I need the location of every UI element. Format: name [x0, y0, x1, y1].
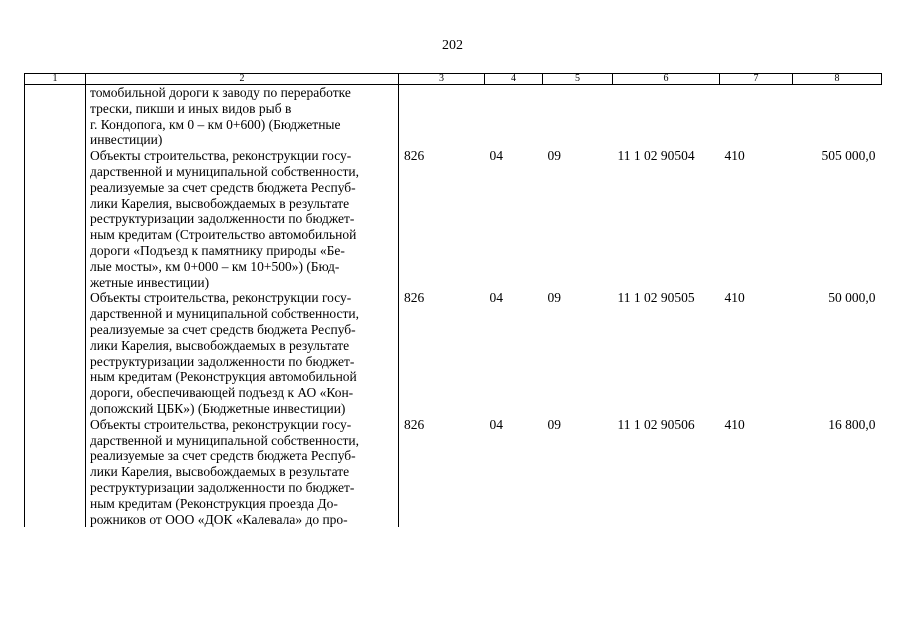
- description-line: трески, пикши и иных видов рыб в: [90, 100, 292, 116]
- description-line: дарственной и муниципальной собственности,: [90, 306, 359, 322]
- budget-table: [24, 73, 882, 527]
- cell-amount: 16 800,0: [828, 416, 876, 432]
- cell-row-index: [25, 290, 86, 416]
- description-line: ным кредитам (Реконструкция автомобильной: [90, 369, 357, 385]
- description-line: лые мосты», км 0+000 – км 10+500») (Бюд-: [90, 258, 340, 274]
- cell-amount: 505 000,0: [821, 148, 876, 164]
- header-col-2: 2: [86, 74, 399, 85]
- header-col-4: 4: [485, 74, 543, 85]
- table-row: [25, 85, 882, 149]
- description-line: жетные инвестиции): [90, 274, 210, 290]
- cell-description: [86, 290, 399, 416]
- cell-section-code: 04: [489, 148, 503, 164]
- header-col-5: 5: [543, 74, 613, 85]
- description-line: реализуемые за счет средств бюджета Респуб-: [90, 448, 356, 464]
- header-col-7: 7: [720, 74, 793, 85]
- cell-expense-type: 410: [724, 416, 745, 432]
- cell-expense-type: 410: [724, 290, 745, 306]
- cell-row-index: [25, 85, 86, 149]
- cell-amount: 50 000,0: [828, 290, 876, 306]
- cell-description: [86, 148, 399, 290]
- description-line: Объекты строительства, реконструкции госу-: [90, 290, 352, 306]
- description-line: рожников от ООО «ДОК «Калевала» до про-: [90, 511, 348, 527]
- description-line: г. Кондопога, км 0 – км 0+600) (Бюджетные: [90, 116, 341, 132]
- description-line: реструктуризации задолженности по бюджет-: [90, 353, 355, 369]
- cell-section-code: [485, 85, 543, 149]
- cell-subsection-code: 09: [547, 148, 561, 164]
- cell-subsection-code: 09: [547, 290, 561, 306]
- cell-subsection-code: [543, 85, 613, 149]
- description-line: дарственной и муниципальной собственности,: [90, 163, 359, 179]
- table-row: [25, 417, 882, 528]
- description-line: дороги, обеспечивающей подъезд к АО «Кон-: [90, 385, 354, 401]
- cell-expense-type: [720, 85, 793, 149]
- cell-description: [86, 417, 399, 528]
- header-col-8: 8: [793, 74, 882, 85]
- cell-target-article: [613, 85, 720, 149]
- cell-ministry-code: 826: [404, 416, 425, 432]
- description-line: допожский ЦБК») (Бюджетные инвестиции): [90, 400, 346, 416]
- table-row: [25, 148, 882, 290]
- description-line: реализуемые за счет средств бюджета Респуб-: [90, 179, 356, 195]
- cell-section-code: 04: [489, 290, 503, 306]
- cell-row-index: [25, 148, 86, 290]
- cell-section-code: 04: [489, 416, 503, 432]
- description-line: томобильной дороги к заводу по переработке: [90, 85, 351, 100]
- description-line: дарственной и муниципальной собственности,: [90, 432, 359, 448]
- description-line: лики Карелия, высвобождаемых в результате: [90, 337, 350, 353]
- cell-target-article: 11 1 02 90505: [617, 290, 695, 306]
- header-row: [25, 74, 882, 85]
- description-line: ным кредитам (Реконструкция проезда До-: [90, 495, 338, 511]
- description-line: инвестиции): [90, 132, 163, 148]
- description-line: Объекты строительства, реконструкции госу-: [90, 416, 352, 432]
- description-line: ным кредитам (Строительство автомобильной: [90, 227, 357, 243]
- table-header: [25, 74, 882, 85]
- description-line: дороги «Подъезд к памятнику природы «Бе-: [90, 242, 345, 258]
- cell-description: [86, 85, 399, 149]
- description-line: лики Карелия, высвобождаемых в результате: [90, 464, 350, 480]
- cell-ministry-code: [399, 85, 485, 149]
- description-line: реализуемые за счет средств бюджета Респуб-: [90, 321, 356, 337]
- cell-target-article: 11 1 02 90506: [617, 416, 695, 432]
- description-line: Объекты строительства, реконструкции госу-: [90, 148, 352, 164]
- cell-ministry-code: 826: [404, 290, 425, 306]
- header-col-1: 1: [25, 74, 86, 85]
- cell-target-article: 11 1 02 90504: [617, 148, 695, 164]
- table-row: [25, 290, 882, 416]
- header-col-6: 6: [613, 74, 720, 85]
- cell-row-index: [25, 417, 86, 528]
- cell-expense-type: 410: [724, 148, 745, 164]
- description-line: реструктуризации задолженности по бюджет-: [90, 479, 355, 495]
- cell-subsection-code: 09: [547, 416, 561, 432]
- cell-ministry-code: 826: [404, 148, 425, 164]
- cell-amount: [793, 85, 882, 149]
- header-col-3: 3: [399, 74, 485, 85]
- table-body: [25, 85, 882, 528]
- description-line: реструктуризации задолженности по бюджет-: [90, 211, 355, 227]
- description-line: лики Карелия, высвобождаемых в результате: [90, 195, 350, 211]
- page-number: 202: [442, 38, 463, 53]
